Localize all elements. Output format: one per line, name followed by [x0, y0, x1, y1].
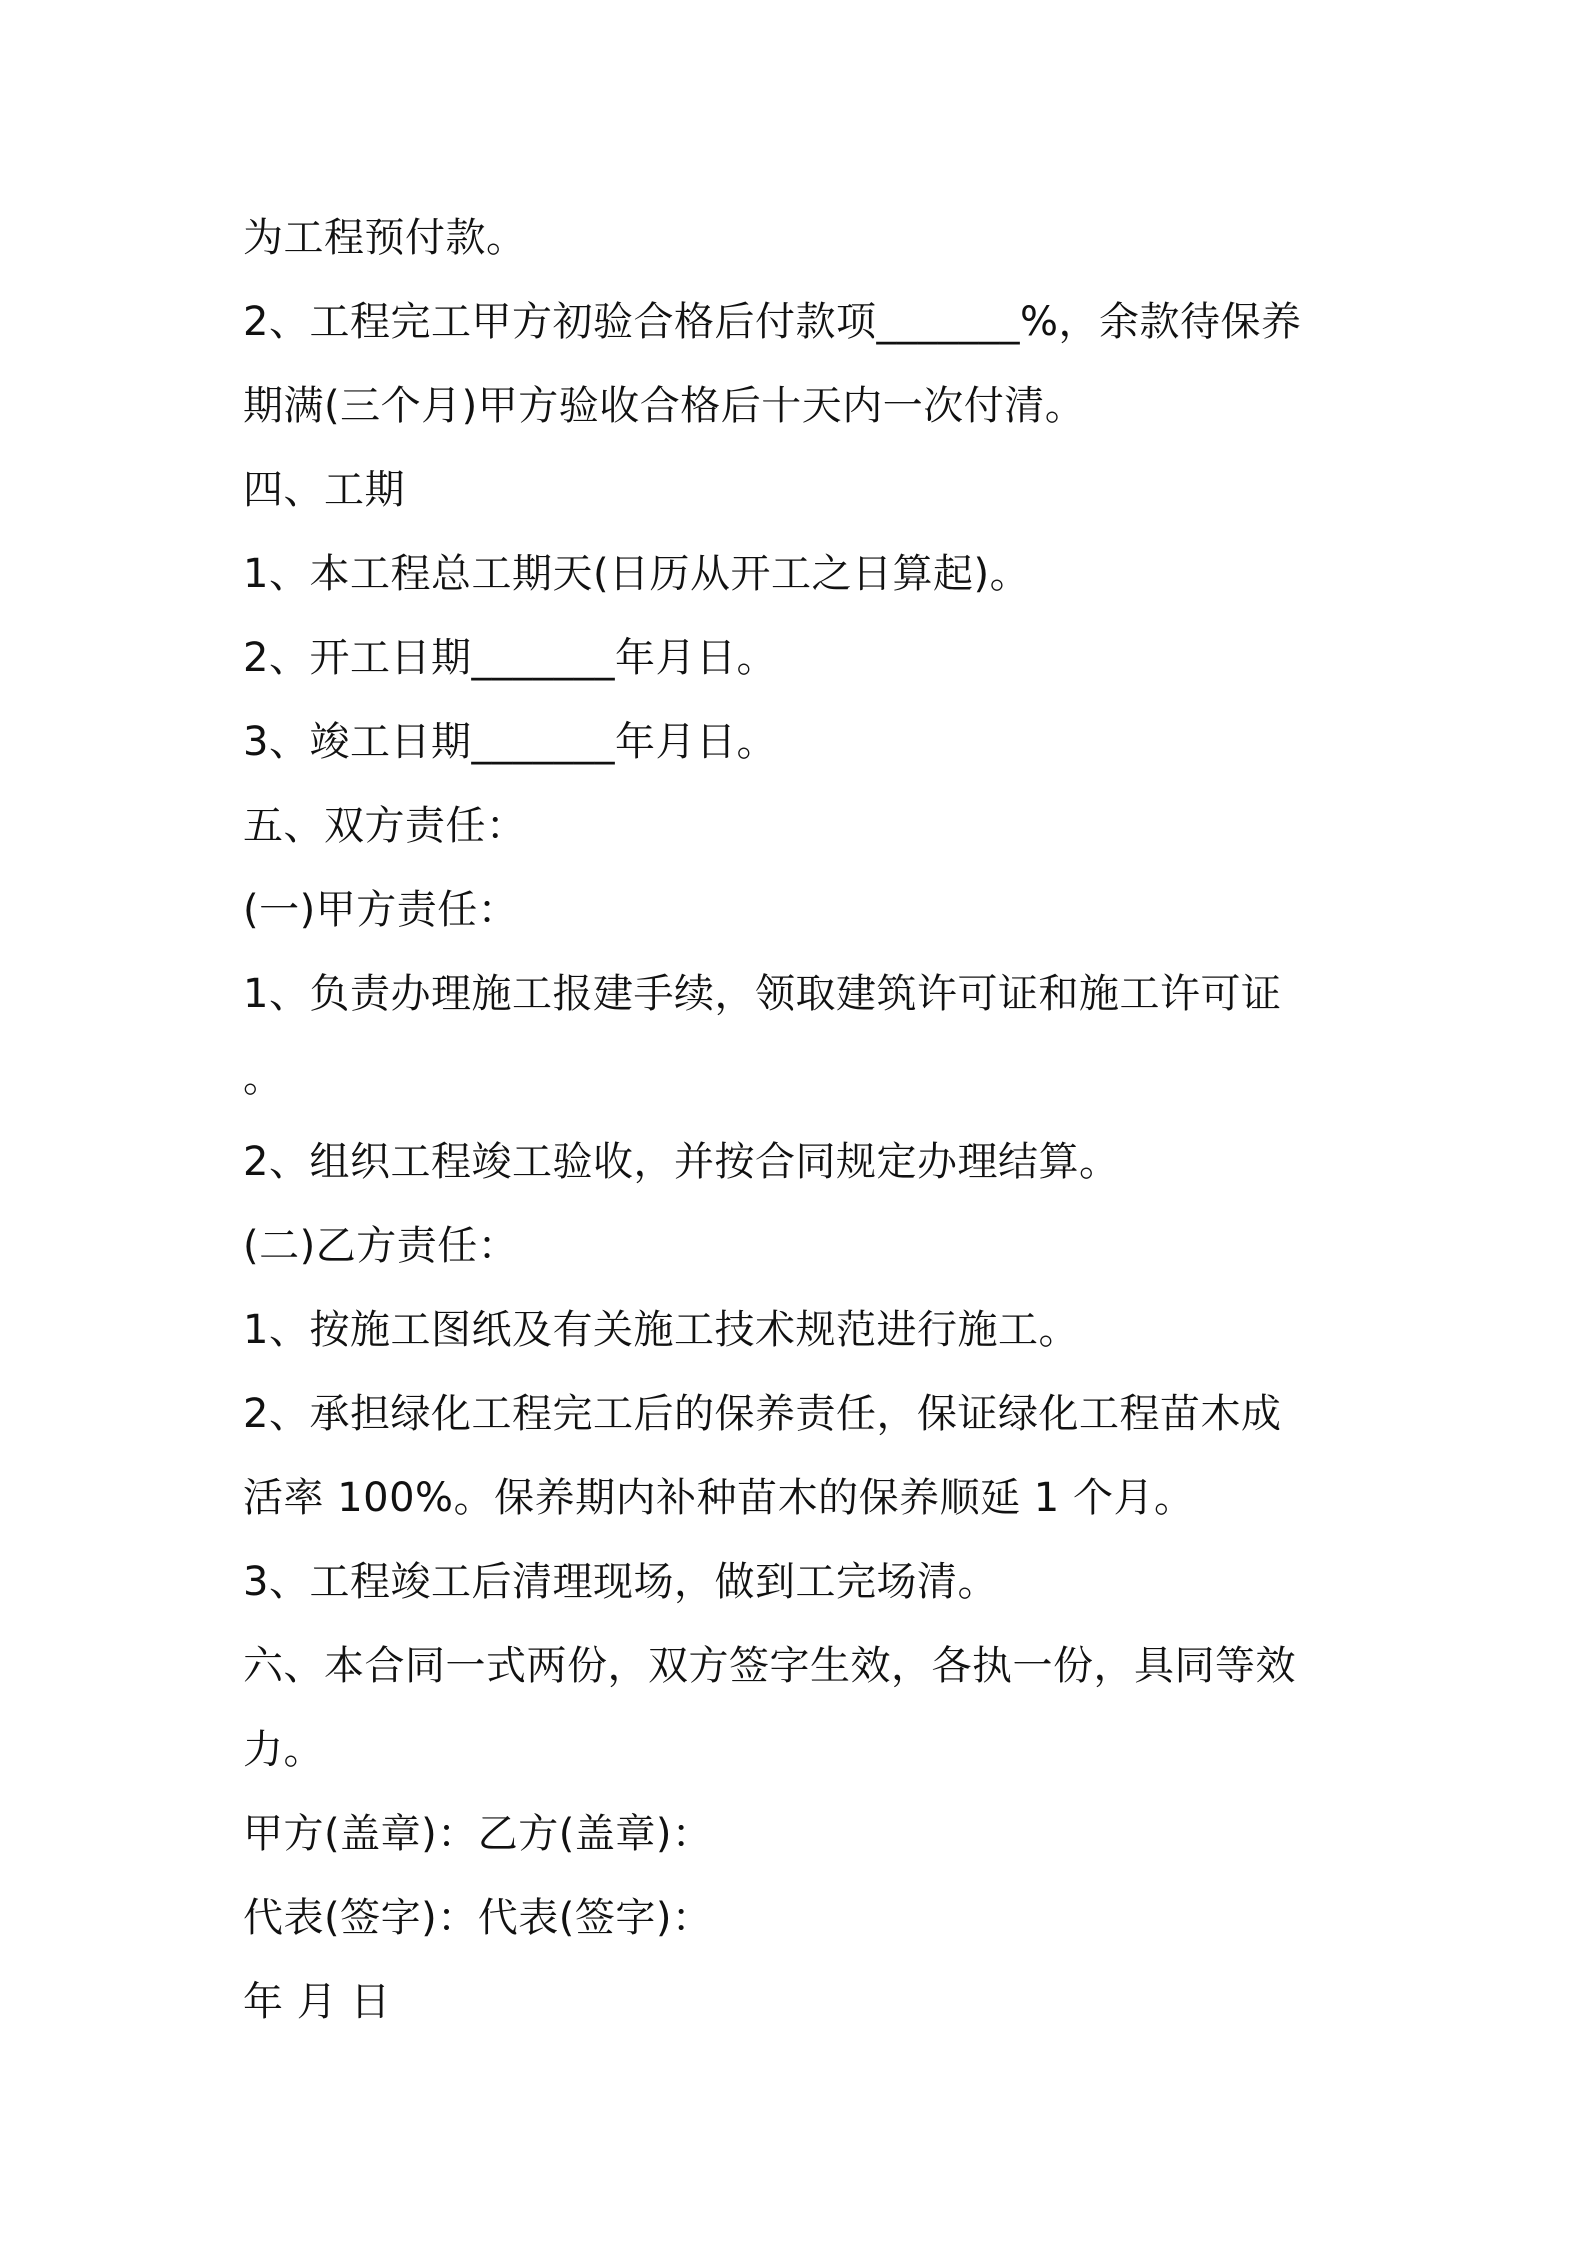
text-line: 1、按施工图纸及有关施工技术规范进行施工。	[243, 1307, 1079, 1353]
text-line: 期满(三个月)甲方验收合格后十天内一次付清。	[243, 383, 1086, 429]
text-line: 2、组织工程竣工验收，并按合同规定办理结算。	[243, 1139, 1120, 1185]
subsection-heading: (二)乙方责任：	[243, 1223, 519, 1269]
text-line: 1、本工程总工期天(日历从开工之日算起)。	[243, 551, 1031, 597]
text-line: 。	[243, 1055, 284, 1101]
section-heading: 六、本合同一式两份，双方签字生效，各执一份，具同等效	[243, 1643, 1296, 1689]
text-line: 为工程预付款。	[243, 215, 527, 261]
signature-representative-line: 代表(签字)：代表(签字)：	[243, 1895, 713, 1941]
signature-party-line: 甲方(盖章)：乙方(盖章)：	[243, 1811, 713, 1857]
text-line: 活率 100%。保养期内补种苗木的保养顺延 1 个月。	[243, 1475, 1195, 1521]
section-heading: 四、工期	[243, 467, 405, 513]
text-line: 3、竣工日期_______年月日。	[243, 719, 777, 765]
text-line: 2、工程完工甲方初验合格后付款项_______%，余款待保养	[243, 299, 1302, 345]
text-line: 2、承担绿化工程完工后的保养责任，保证绿化工程苗木成	[243, 1391, 1282, 1437]
text-line: 2、开工日期_______年月日。	[243, 635, 777, 681]
document-body	[243, 196, 1363, 2044]
subsection-heading: (一)甲方责任：	[243, 887, 519, 933]
date-line: 年 月 日	[243, 1979, 391, 2025]
text-line: 1、负责办理施工报建手续，领取建筑许可证和施工许可证	[243, 971, 1282, 1017]
text-line: 力。	[243, 1727, 324, 1773]
section-heading: 五、双方责任：	[243, 803, 527, 849]
text-line: 3、工程竣工后清理现场，做到工完场清。	[243, 1559, 998, 1605]
